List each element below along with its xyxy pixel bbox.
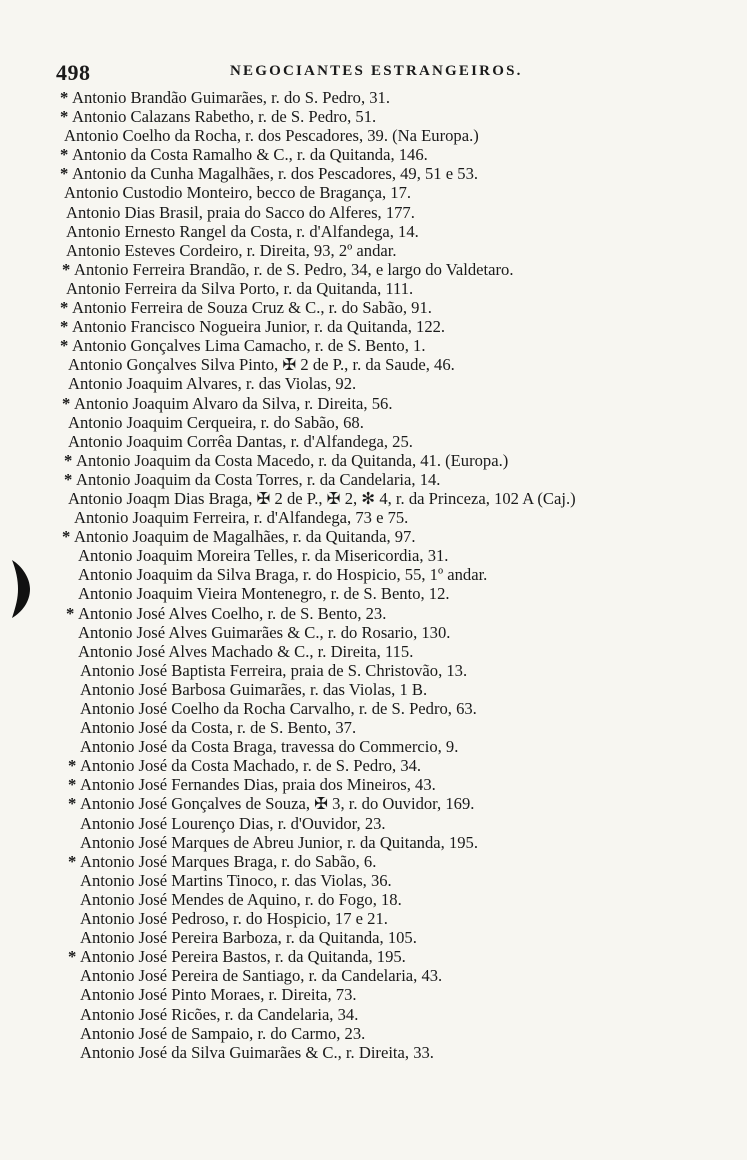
margin-blot-mark [8,558,34,620]
entry-marker: * [68,794,77,814]
directory-entry [52,928,742,947]
running-title: NEGOCIANTES ESTRANGEIROS. [230,63,523,79]
entry-text: Antonio José da Costa, r. de S. Bento, 37. [80,718,357,738]
entry-text: Antonio Joaquim Alvares, r. das Violas, 92. [68,374,357,394]
entry-marker: * [64,450,73,470]
directory-entry [52,374,742,393]
directory-entry [52,966,742,985]
entry-text: Antonio José Pereira Barboza, r. da Quitanda, 105. [80,928,417,948]
entry-text: Antonio José Pinto Moraes, r. Direita, 73. [80,985,357,1005]
directory-entry [52,756,742,775]
entry-text: Antonio José Marques Braga, r. do Sabão, 6. [80,851,377,871]
directory-entry [52,794,742,813]
entry-text: Antonio Ferreira de Souza Cruz & C., r. do Sabão, 91. [72,298,432,318]
entry-text: Antonio Gonçalves Lima Camacho, r. de S. Bento, 1. [72,336,426,356]
directory-entry [52,355,742,374]
directory-entry [52,394,742,413]
directory-entry [52,890,742,909]
entry-text: Antonio Joaquim da Silva Braga, r. do Hospicio, 55, 1º andar. [78,565,488,585]
entry-text: Antonio José Fernandes Dias, praia dos Mineiros, 43. [80,775,436,795]
entry-marker: * [60,107,69,127]
directory-entry [52,107,742,126]
merchant-list [52,88,742,1062]
directory-entry [52,298,742,317]
directory-entry [52,871,742,890]
directory-entry [52,737,742,756]
entry-text: Antonio José Barbosa Guimarães, r. das Violas, 1 B. [80,679,428,699]
entry-text: Antonio Ernesto Rangel da Costa, r. d'Alfandega, 14. [66,221,419,241]
entry-text: Antonio José Ricões, r. da Candelaria, 34. [80,1004,359,1024]
directory-entry [52,413,742,432]
directory-entry [52,680,742,699]
directory-entry [52,718,742,737]
directory-entry [52,699,742,718]
directory-entry [52,241,742,260]
directory-entry [52,279,742,298]
entry-text: Antonio José Alves Coelho, r. de S. Bento, 23. [78,603,387,623]
page-number: 498 [56,60,91,85]
entry-text: Antonio José da Silva Guimarães & C., r. Direita, 33. [80,1042,434,1062]
entry-text: Antonio Ferreira da Silva Porto, r. da Quitanda, 111. [66,278,414,298]
entry-text: Antonio Esteves Cordeiro, r. Direita, 93, 2º andar. [66,240,397,260]
entry-marker: * [68,851,77,871]
entry-marker: * [60,336,69,356]
entry-text: Antonio Joaquim de Magalhães, r. da Quitanda, 97. [74,527,416,547]
entry-marker: * [60,164,69,184]
directory-entry [52,661,742,680]
directory-entry [52,489,742,508]
directory-entry [52,317,742,336]
entry-text: Antonio José Mendes de Aquino, r. do Fogo, 18. [80,889,402,909]
entry-text: Antonio José Lourenço Dias, r. d'Ouvidor, 23. [80,813,386,833]
entry-marker: * [62,259,71,279]
entry-marker: * [60,298,69,318]
directory-entry [52,222,742,241]
entry-marker: * [62,393,71,413]
entry-text: Antonio Joaquim Alvaro da Silva, r. Direita, 56. [74,393,393,413]
entry-text: Antonio José da Costa Braga, travessa do Commercio, 9. [80,737,459,757]
directory-entry [52,909,742,928]
entry-text: Antonio José Gonçalves de Souza, ✠ 3, r. do Ouvidor, 169. [80,794,475,814]
page-header [56,60,576,84]
directory-entry [52,451,742,470]
directory-entry [52,183,742,202]
directory-entry [52,814,742,833]
directory-entry [52,336,742,355]
entry-text: Antonio Joaquim Corrêa Dantas, r. d'Alfandega, 25. [68,431,413,451]
directory-entry [52,203,742,222]
entry-text: Antonio Joaquim Vieira Montenegro, r. de S. Bento, 12. [78,584,450,604]
entry-text: Antonio José Baptista Ferreira, praia de S. Christovão, 13. [80,660,468,680]
directory-entry [52,126,742,145]
entry-text: Antonio Ferreira Brandão, r. de S. Pedro, 34, e largo do Valdetaro. [74,259,514,279]
directory-entry [52,852,742,871]
directory-entry [52,508,742,527]
entry-marker: * [60,317,69,337]
entry-text: Antonio José Coelho da Rocha Carvalho, r. de S. Pedro, 63. [80,699,477,718]
entry-marker: * [64,469,73,489]
entry-marker: * [68,947,77,967]
entry-text: Antonio Coelho da Rocha, r. dos Pescadores, 39. (Na Europa.) [64,126,479,146]
directory-entry [52,1005,742,1024]
entry-text: Antonio José de Sampaio, r. do Carmo, 23. [80,1023,366,1043]
directory-entry [52,88,742,107]
directory-entry [52,604,742,623]
directory-entry [52,260,742,279]
directory-entry [52,985,742,1004]
directory-entry [52,527,742,546]
entry-text: Antonio José Pereira de Santiago, r. da Candelaria, 43. [80,966,443,986]
entry-marker: * [66,603,75,623]
entry-marker: * [60,88,69,107]
entry-marker: * [62,527,71,547]
directory-entry [52,584,742,603]
entry-text: Antonio Joaquim Ferreira, r. d'Alfandega, 73 e 75. [74,508,409,528]
entry-text: Antonio Joaquim da Costa Macedo, r. da Quitanda, 41. (Europa.) [76,450,509,470]
entry-text: Antonio da Cunha Magalhães, r. dos Pescadores, 49, 51 e 53. [72,164,479,184]
directory-entry [52,775,742,794]
entry-text: Antonio Gonçalves Silva Pinto, ✠ 2 de P., r. da Saude, 46. [68,355,455,375]
entry-text: Antonio José Marques de Abreu Junior, r. da Quitanda, 195. [80,832,478,852]
entry-marker: * [68,756,77,776]
entry-text: Antonio Brandão Guimarães, r. do S. Pedro, 31. [72,88,391,107]
entry-text: Antonio Calazans Rabetho, r. de S. Pedro, 51. [72,107,377,127]
entry-text: Antonio Dias Brasil, praia do Sacco do Alferes, 177. [66,202,415,222]
directory-entry [52,565,742,584]
entry-text: Antonio Custodio Monteiro, becco de Bragança, 17. [64,183,412,203]
directory-entry [52,947,742,966]
directory-entry [52,470,742,489]
directory-entry [52,145,742,164]
directory-entry [52,546,742,565]
directory-entry [52,1043,742,1062]
directory-entry [52,642,742,661]
entry-text: Antonio José Alves Guimarães & C., r. do Rosario, 130. [78,622,451,642]
directory-entry [52,432,742,451]
entry-text: Antonio José Martins Tinoco, r. das Violas, 36. [80,870,392,890]
entry-text: Antonio Joaqm Dias Braga, ✠ 2 de P., ✠ 2, ✻ 4, r. da Princeza, 102 A (Caj.) [68,488,576,508]
directory-entry [52,1024,742,1043]
directory-entry [52,833,742,852]
entry-text: Antonio Joaquim Moreira Telles, r. da Misericordia, 31. [78,546,449,566]
entry-text: Antonio Francisco Nogueira Junior, r. da Quitanda, 122. [72,317,446,337]
directory-entry [52,164,742,183]
entry-text: Antonio José Pereira Bastos, r. da Quitanda, 195. [80,947,406,967]
directory-entry [52,623,742,642]
entry-text: Antonio da Costa Ramalho & C., r. da Quitanda, 146. [72,145,428,165]
entry-marker: * [60,145,69,165]
entry-text: Antonio José Pedroso, r. do Hospicio, 17 e 21. [80,909,388,929]
entry-text: Antonio Joaquim da Costa Torres, r. da Candelaria, 14. [76,469,441,489]
entry-text: Antonio Joaquim Cerqueira, r. do Sabão, 68. [68,412,364,432]
entry-marker: * [68,775,77,795]
entry-text: Antonio José Alves Machado & C., r. Direita, 115. [78,641,414,661]
entry-text: Antonio José da Costa Machado, r. de S. Pedro, 34. [80,756,422,776]
